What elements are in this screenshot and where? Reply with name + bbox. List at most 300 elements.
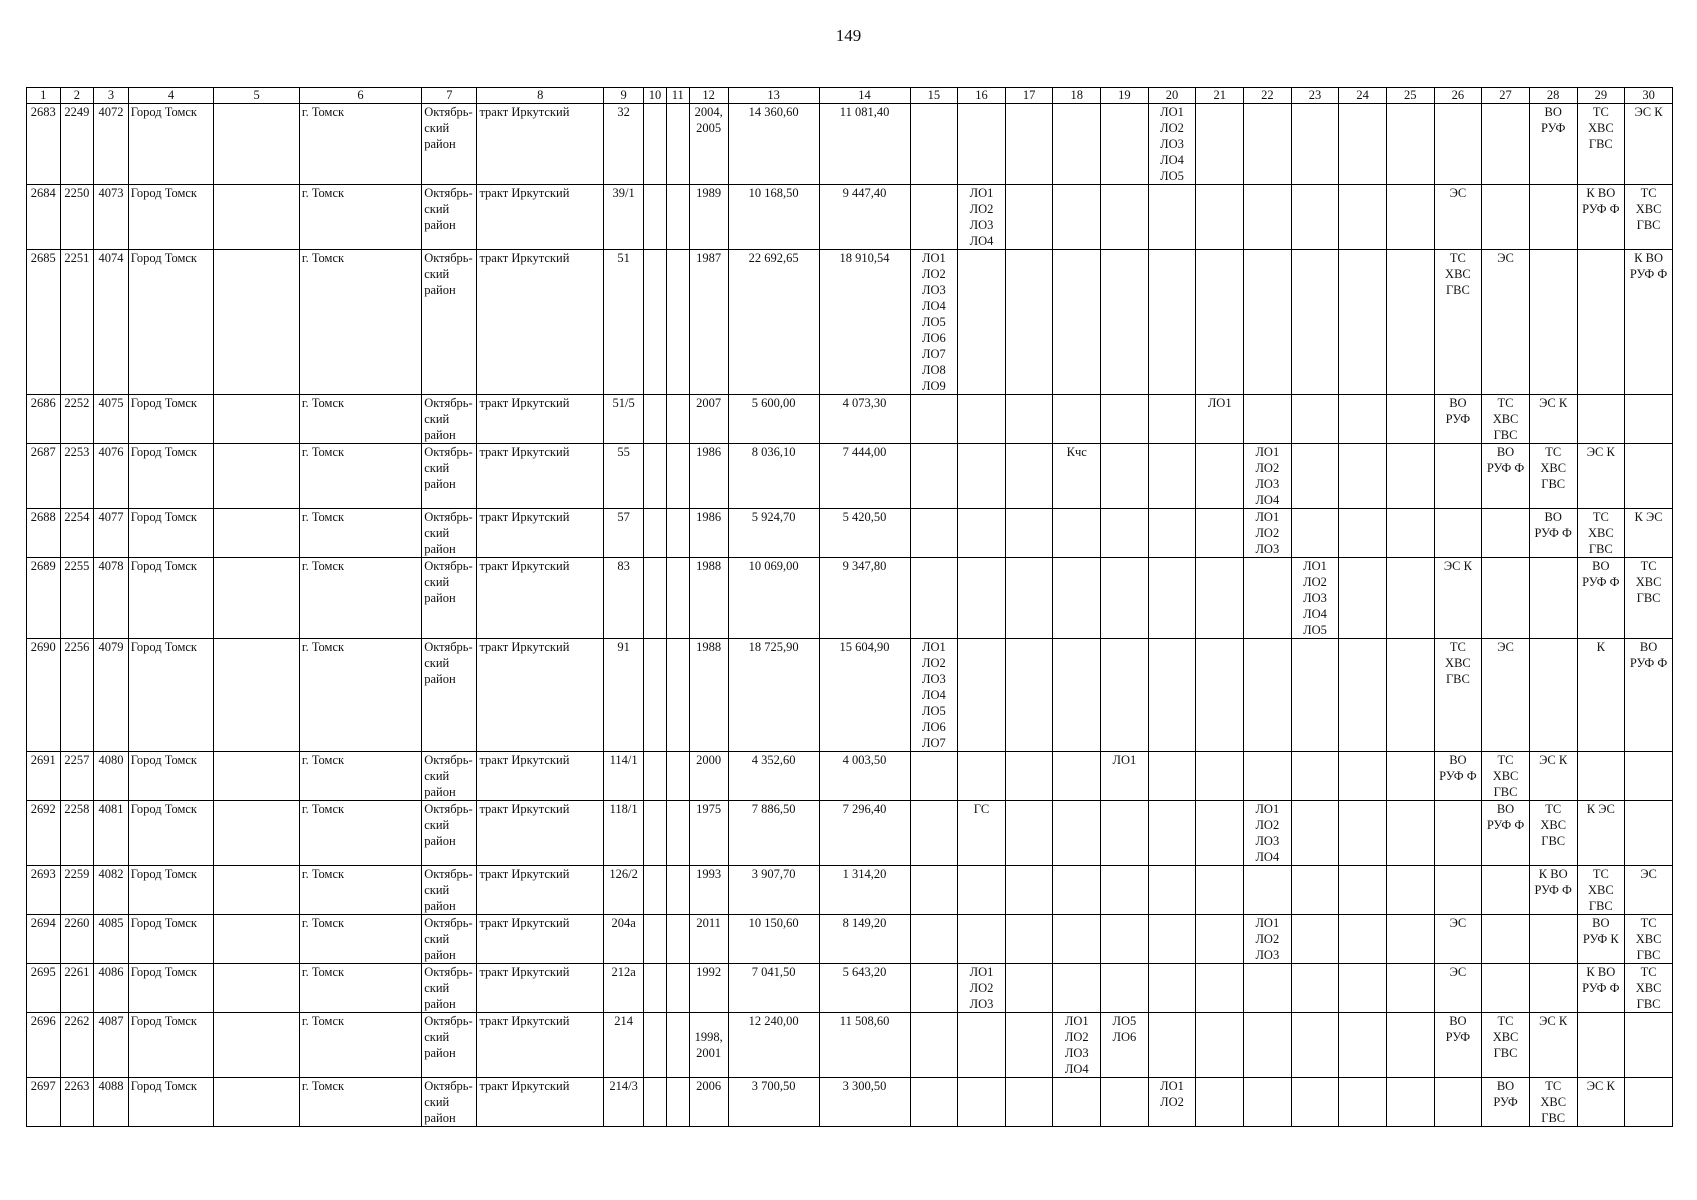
cell-col-3: 4078 (94, 558, 129, 639)
cell-col-25 (1386, 558, 1434, 639)
cell-col-20 (1148, 1013, 1196, 1078)
cell-col-12: 1988 (689, 639, 728, 752)
cell-col-5 (214, 185, 300, 250)
cell-col-23 (1291, 185, 1339, 250)
cell-col-27 (1482, 509, 1530, 558)
cell-col-20 (1148, 801, 1196, 866)
cell-col-10 (644, 915, 667, 964)
cell-col-18 (1053, 1078, 1101, 1127)
cell-col-9: 39/1 (604, 185, 644, 250)
cell-col-16 (958, 1013, 1006, 1078)
cell-col-11 (666, 558, 689, 639)
cell-col-20 (1148, 395, 1196, 444)
cell-col-17 (1005, 250, 1053, 395)
cell-col-3: 4076 (94, 444, 129, 509)
cell-col-8: тракт Иркутский (477, 866, 604, 915)
cell-col-17 (1005, 639, 1053, 752)
cell-col-24 (1339, 558, 1387, 639)
cell-col-15: ЛО1 ЛО2 ЛО3 ЛО4 ЛО5 ЛО6 ЛО7 ЛО8 ЛО9 (910, 250, 958, 395)
cell-col-14: 1 314,20 (819, 866, 910, 915)
cell-col-11 (666, 444, 689, 509)
cell-col-13: 12 240,00 (728, 1013, 819, 1078)
cell-col-2: 2252 (60, 395, 94, 444)
cell-col-30 (1625, 752, 1673, 801)
cell-col-20 (1148, 752, 1196, 801)
cell-col-7: Октябрь- ский район (422, 866, 477, 915)
cell-col-15 (910, 558, 958, 639)
cell-col-4: Город Томск (128, 1078, 214, 1127)
cell-col-13: 3 700,50 (728, 1078, 819, 1127)
cell-col-25 (1386, 752, 1434, 801)
cell-col-5 (214, 752, 300, 801)
cell-col-19 (1101, 558, 1149, 639)
cell-col-17 (1005, 801, 1053, 866)
cell-col-22: ЛО1 ЛО2 ЛО3 ЛО4 (1244, 801, 1292, 866)
cell-col-21 (1196, 444, 1244, 509)
cell-col-7: Октябрь- ский район (422, 444, 477, 509)
cell-col-2: 2258 (60, 801, 94, 866)
cell-col-18 (1053, 395, 1101, 444)
cell-col-10 (644, 558, 667, 639)
cell-col-30: К ВО РУФ Ф (1625, 250, 1673, 395)
cell-col-13: 10 150,60 (728, 915, 819, 964)
cell-col-3: 4087 (94, 1013, 129, 1078)
cell-col-8: тракт Иркутский (477, 915, 604, 964)
cell-col-8: тракт Иркутский (477, 801, 604, 866)
column-header-28: 28 (1529, 88, 1577, 104)
table-row (27, 444, 1673, 509)
cell-col-7: Октябрь- ский район (422, 558, 477, 639)
cell-col-30: ВО РУФ Ф (1625, 639, 1673, 752)
cell-col-5 (214, 395, 300, 444)
cell-col-12: 1998, 2001 (689, 1013, 728, 1078)
cell-col-1: 2687 (27, 444, 61, 509)
cell-col-6: г. Томск (299, 250, 421, 395)
cell-col-27: ВО РУФ Ф (1482, 801, 1530, 866)
cell-col-17 (1005, 395, 1053, 444)
cell-col-2: 2249 (60, 104, 94, 185)
cell-col-21 (1196, 639, 1244, 752)
cell-col-6: г. Томск (299, 185, 421, 250)
cell-col-12: 1986 (689, 509, 728, 558)
cell-col-1: 2683 (27, 104, 61, 185)
cell-col-30: ЭС К (1625, 104, 1673, 185)
cell-col-28 (1529, 964, 1577, 1013)
column-header-16: 16 (958, 88, 1006, 104)
cell-col-24 (1339, 185, 1387, 250)
cell-col-15 (910, 104, 958, 185)
cell-col-17 (1005, 444, 1053, 509)
cell-col-1: 2689 (27, 558, 61, 639)
column-header-8: 8 (477, 88, 604, 104)
cell-col-14: 11 081,40 (819, 104, 910, 185)
cell-col-7: Октябрь- ский район (422, 250, 477, 395)
cell-col-2: 2260 (60, 915, 94, 964)
cell-col-17 (1005, 752, 1053, 801)
cell-col-10 (644, 444, 667, 509)
cell-col-27: ТС ХВС ГВС (1482, 1013, 1530, 1078)
cell-col-7: Октябрь- ский район (422, 185, 477, 250)
cell-col-23 (1291, 1078, 1339, 1127)
cell-col-26: ЭС (1434, 915, 1482, 964)
cell-col-23 (1291, 250, 1339, 395)
cell-col-5 (214, 1013, 300, 1078)
cell-col-29 (1577, 752, 1625, 801)
table-row (27, 558, 1673, 639)
cell-col-14: 7 296,40 (819, 801, 910, 866)
cell-col-9: 55 (604, 444, 644, 509)
cell-col-3: 4085 (94, 915, 129, 964)
cell-col-16 (958, 866, 1006, 915)
cell-col-13: 5 600,00 (728, 395, 819, 444)
cell-col-14: 3 300,50 (819, 1078, 910, 1127)
cell-col-15 (910, 185, 958, 250)
cell-col-27: ВО РУФ (1482, 1078, 1530, 1127)
cell-col-10 (644, 250, 667, 395)
column-header-3: 3 (94, 88, 129, 104)
table-row (27, 639, 1673, 752)
column-header-20: 20 (1148, 88, 1196, 104)
cell-col-13: 22 692,65 (728, 250, 819, 395)
cell-col-26 (1434, 801, 1482, 866)
cell-col-13: 10 168,50 (728, 185, 819, 250)
cell-col-20 (1148, 866, 1196, 915)
cell-col-2: 2259 (60, 866, 94, 915)
cell-col-23 (1291, 1013, 1339, 1078)
cell-col-28 (1529, 185, 1577, 250)
cell-col-29 (1577, 250, 1625, 395)
column-header-22: 22 (1244, 88, 1292, 104)
cell-col-22 (1244, 250, 1292, 395)
cell-col-2: 2261 (60, 964, 94, 1013)
cell-col-12: 1989 (689, 185, 728, 250)
cell-col-9: 83 (604, 558, 644, 639)
cell-col-30: ТС ХВС ГВС (1625, 915, 1673, 964)
cell-col-24 (1339, 964, 1387, 1013)
table-row (27, 801, 1673, 866)
cell-col-25 (1386, 395, 1434, 444)
cell-col-3: 4082 (94, 866, 129, 915)
cell-col-5 (214, 250, 300, 395)
cell-col-19 (1101, 395, 1149, 444)
cell-col-14: 11 508,60 (819, 1013, 910, 1078)
cell-col-19 (1101, 104, 1149, 185)
cell-col-30: ТС ХВС ГВС (1625, 964, 1673, 1013)
cell-col-7: Октябрь- ский район (422, 509, 477, 558)
cell-col-12: 2000 (689, 752, 728, 801)
cell-col-23 (1291, 395, 1339, 444)
cell-col-1: 2692 (27, 801, 61, 866)
cell-col-19: ЛО1 (1101, 752, 1149, 801)
cell-col-3: 4086 (94, 964, 129, 1013)
cell-col-9: 57 (604, 509, 644, 558)
cell-col-18 (1053, 752, 1101, 801)
column-header-15: 15 (910, 88, 958, 104)
cell-col-4: Город Томск (128, 558, 214, 639)
cell-col-15 (910, 964, 958, 1013)
cell-col-6: г. Томск (299, 964, 421, 1013)
cell-col-9: 91 (604, 639, 644, 752)
cell-col-1: 2693 (27, 866, 61, 915)
cell-col-19 (1101, 801, 1149, 866)
cell-col-28: ВО РУФ Ф (1529, 509, 1577, 558)
cell-col-7: Октябрь- ский район (422, 639, 477, 752)
table-row (27, 395, 1673, 444)
cell-col-27 (1482, 558, 1530, 639)
cell-col-19 (1101, 444, 1149, 509)
cell-col-22 (1244, 104, 1292, 185)
cell-col-11 (666, 509, 689, 558)
cell-col-8: тракт Иркутский (477, 1078, 604, 1127)
cell-col-11 (666, 866, 689, 915)
cell-col-3: 4080 (94, 752, 129, 801)
cell-col-15 (910, 509, 958, 558)
cell-col-23: ЛО1 ЛО2 ЛО3 ЛО4 ЛО5 (1291, 558, 1339, 639)
cell-col-18 (1053, 639, 1101, 752)
cell-col-4: Город Томск (128, 444, 214, 509)
cell-col-24 (1339, 444, 1387, 509)
cell-col-3: 4081 (94, 801, 129, 866)
column-header-17: 17 (1005, 88, 1053, 104)
cell-col-21 (1196, 558, 1244, 639)
table-row (27, 185, 1673, 250)
cell-col-20 (1148, 509, 1196, 558)
cell-col-29: ТС ХВС ГВС (1577, 509, 1625, 558)
cell-col-26: ТС ХВС ГВС (1434, 639, 1482, 752)
cell-col-11 (666, 1078, 689, 1127)
cell-col-28 (1529, 250, 1577, 395)
cell-col-14: 5 420,50 (819, 509, 910, 558)
cell-col-16 (958, 915, 1006, 964)
cell-col-1: 2688 (27, 509, 61, 558)
cell-col-12: 2004, 2005 (689, 104, 728, 185)
cell-col-12: 1988 (689, 558, 728, 639)
cell-col-6: г. Томск (299, 1078, 421, 1127)
column-header-5: 5 (214, 88, 300, 104)
column-header-29: 29 (1577, 88, 1625, 104)
cell-col-28: ТС ХВС ГВС (1529, 444, 1577, 509)
column-header-13: 13 (728, 88, 819, 104)
cell-col-17 (1005, 1078, 1053, 1127)
cell-col-26 (1434, 444, 1482, 509)
cell-col-25 (1386, 1013, 1434, 1078)
cell-col-16 (958, 509, 1006, 558)
cell-col-24 (1339, 395, 1387, 444)
cell-col-20 (1148, 250, 1196, 395)
cell-col-22 (1244, 639, 1292, 752)
table-row (27, 509, 1673, 558)
cell-col-2: 2250 (60, 185, 94, 250)
cell-col-10 (644, 185, 667, 250)
column-header-12: 12 (689, 88, 728, 104)
cell-col-22 (1244, 1078, 1292, 1127)
cell-col-22 (1244, 964, 1292, 1013)
cell-col-11 (666, 964, 689, 1013)
cell-col-14: 8 149,20 (819, 915, 910, 964)
cell-col-13: 18 725,90 (728, 639, 819, 752)
cell-col-14: 5 643,20 (819, 964, 910, 1013)
cell-col-3: 4072 (94, 104, 129, 185)
cell-col-7: Октябрь- ский район (422, 964, 477, 1013)
cell-col-3: 4075 (94, 395, 129, 444)
cell-col-2: 2257 (60, 752, 94, 801)
cell-col-23 (1291, 509, 1339, 558)
cell-col-19 (1101, 639, 1149, 752)
cell-col-5 (214, 509, 300, 558)
column-header-9: 9 (604, 88, 644, 104)
cell-col-27: ЭС (1482, 250, 1530, 395)
cell-col-13: 8 036,10 (728, 444, 819, 509)
cell-col-8: тракт Иркутский (477, 964, 604, 1013)
cell-col-11 (666, 639, 689, 752)
cell-col-18 (1053, 866, 1101, 915)
cell-col-6: г. Томск (299, 866, 421, 915)
cell-col-1: 2690 (27, 639, 61, 752)
cell-col-15 (910, 915, 958, 964)
cell-col-7: Октябрь- ский район (422, 915, 477, 964)
cell-col-25 (1386, 801, 1434, 866)
column-header-18: 18 (1053, 88, 1101, 104)
cell-col-22 (1244, 185, 1292, 250)
cell-col-25 (1386, 866, 1434, 915)
column-header-6: 6 (299, 88, 421, 104)
cell-col-20: ЛО1 ЛО2 ЛО3 ЛО4 ЛО5 (1148, 104, 1196, 185)
cell-col-10 (644, 1013, 667, 1078)
table-row (27, 250, 1673, 395)
cell-col-8: тракт Иркутский (477, 395, 604, 444)
cell-col-2: 2251 (60, 250, 94, 395)
cell-col-30: ЭС (1625, 866, 1673, 915)
cell-col-6: г. Томск (299, 639, 421, 752)
cell-col-18 (1053, 915, 1101, 964)
cell-col-10 (644, 395, 667, 444)
cell-col-16 (958, 1078, 1006, 1127)
cell-col-13: 5 924,70 (728, 509, 819, 558)
cell-col-27 (1482, 104, 1530, 185)
cell-col-28: К ВО РУФ Ф (1529, 866, 1577, 915)
cell-col-30 (1625, 395, 1673, 444)
cell-col-3: 4088 (94, 1078, 129, 1127)
cell-col-10 (644, 509, 667, 558)
cell-col-28: ЭС К (1529, 395, 1577, 444)
cell-col-26: ВО РУФ (1434, 395, 1482, 444)
cell-col-27: ЭС (1482, 639, 1530, 752)
cell-col-2: 2253 (60, 444, 94, 509)
cell-col-25 (1386, 1078, 1434, 1127)
cell-col-15 (910, 801, 958, 866)
cell-col-22 (1244, 558, 1292, 639)
column-header-25: 25 (1386, 88, 1434, 104)
cell-col-28 (1529, 558, 1577, 639)
cell-col-27 (1482, 964, 1530, 1013)
cell-col-11 (666, 915, 689, 964)
cell-col-1: 2684 (27, 185, 61, 250)
cell-col-29 (1577, 1013, 1625, 1078)
cell-col-19 (1101, 915, 1149, 964)
cell-col-23 (1291, 866, 1339, 915)
cell-col-30 (1625, 444, 1673, 509)
cell-col-6: г. Томск (299, 1013, 421, 1078)
cell-col-28: ТС ХВС ГВС (1529, 801, 1577, 866)
cell-col-29: ТС ХВС ГВС (1577, 866, 1625, 915)
cell-col-27: ТС ХВС ГВС (1482, 395, 1530, 444)
cell-col-21 (1196, 752, 1244, 801)
cell-col-13: 10 069,00 (728, 558, 819, 639)
cell-col-6: г. Томск (299, 801, 421, 866)
column-header-1: 1 (27, 88, 61, 104)
cell-col-3: 4074 (94, 250, 129, 395)
cell-col-24 (1339, 250, 1387, 395)
cell-col-19 (1101, 185, 1149, 250)
cell-col-15: ЛО1 ЛО2 ЛО3 ЛО4 ЛО5 ЛО6 ЛО7 (910, 639, 958, 752)
cell-col-29 (1577, 395, 1625, 444)
cell-col-14: 7 444,00 (819, 444, 910, 509)
cell-col-11 (666, 250, 689, 395)
cell-col-9: 212а (604, 964, 644, 1013)
cell-col-26 (1434, 1078, 1482, 1127)
cell-col-25 (1386, 639, 1434, 752)
cell-col-20 (1148, 964, 1196, 1013)
cell-col-7: Октябрь- ский район (422, 752, 477, 801)
cell-col-5 (214, 558, 300, 639)
cell-col-6: г. Томск (299, 509, 421, 558)
cell-col-14: 4 073,30 (819, 395, 910, 444)
cell-col-12: 1975 (689, 801, 728, 866)
cell-col-6: г. Томск (299, 104, 421, 185)
cell-col-18 (1053, 509, 1101, 558)
cell-col-27 (1482, 915, 1530, 964)
cell-col-1: 2695 (27, 964, 61, 1013)
cell-col-12: 2006 (689, 1078, 728, 1127)
cell-col-11 (666, 752, 689, 801)
table-row (27, 866, 1673, 915)
cell-col-8: тракт Иркутский (477, 1013, 604, 1078)
cell-col-16 (958, 752, 1006, 801)
cell-col-9: 32 (604, 104, 644, 185)
cell-col-19 (1101, 1078, 1149, 1127)
column-header-30: 30 (1625, 88, 1673, 104)
cell-col-23 (1291, 104, 1339, 185)
cell-col-23 (1291, 639, 1339, 752)
cell-col-12: 1987 (689, 250, 728, 395)
cell-col-18 (1053, 558, 1101, 639)
cell-col-28: ЭС К (1529, 1013, 1577, 1078)
cell-col-4: Город Томск (128, 801, 214, 866)
cell-col-17 (1005, 104, 1053, 185)
cell-col-28: ТС ХВС ГВС (1529, 1078, 1577, 1127)
cell-col-24 (1339, 1078, 1387, 1127)
cell-col-24 (1339, 752, 1387, 801)
cell-col-19 (1101, 866, 1149, 915)
cell-col-24 (1339, 509, 1387, 558)
cell-col-9: 214 (604, 1013, 644, 1078)
cell-col-4: Город Томск (128, 395, 214, 444)
cell-col-13: 7 041,50 (728, 964, 819, 1013)
cell-col-14: 4 003,50 (819, 752, 910, 801)
cell-col-24 (1339, 801, 1387, 866)
column-header-14: 14 (819, 88, 910, 104)
cell-col-30: ТС ХВС ГВС (1625, 558, 1673, 639)
cell-col-11 (666, 1013, 689, 1078)
cell-col-6: г. Томск (299, 752, 421, 801)
cell-col-30: ТС ХВС ГВС (1625, 185, 1673, 250)
cell-col-21 (1196, 915, 1244, 964)
cell-col-1: 2697 (27, 1078, 61, 1127)
cell-col-29: ТС ХВС ГВС (1577, 104, 1625, 185)
cell-col-11 (666, 395, 689, 444)
cell-col-6: г. Томск (299, 915, 421, 964)
cell-col-15 (910, 1078, 958, 1127)
